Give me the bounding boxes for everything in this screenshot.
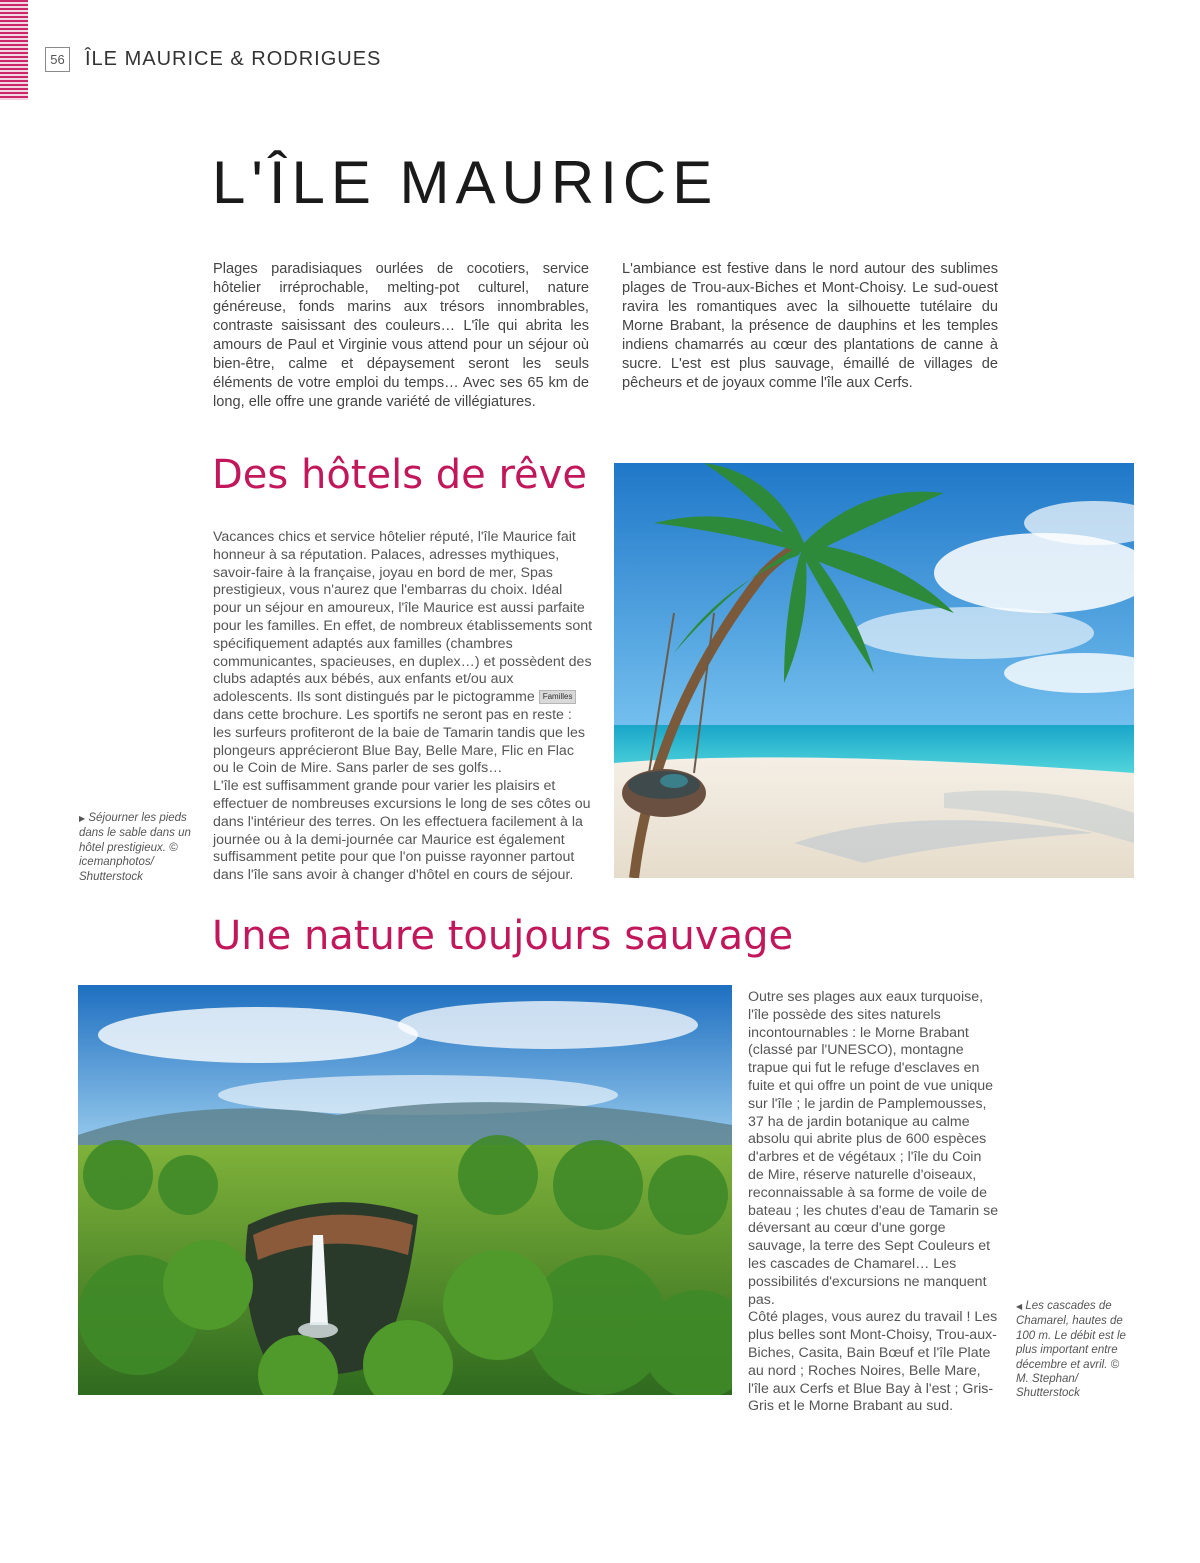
beach-caption-text: Séjourner les pieds dans le sable dans un hôtel prestigieux. © icemanphotos/ Shutterstock: [79, 812, 191, 883]
arrow-right-icon: ▶: [79, 814, 86, 823]
page-title: L'ÎLE MAURICE: [212, 149, 719, 216]
chamarel-waterfall-photo: [78, 985, 732, 1395]
beach-illustration: [614, 463, 1134, 878]
hotels-text-part-2: dans cette brochure. Les sportifs ne seront pas en reste : les surfeurs profiteront de la baie de Tamarin tandis que les plongeurs apprécieront Blue Bay, Belle Mare, Flic en Flac ou le Coin de Mire. Sans parler de ses golfs…: [213, 706, 585, 777]
familles-pictogram: Familles: [539, 690, 577, 704]
beach-hammock-photo: [614, 463, 1134, 878]
section-title: ÎLE MAURICE & RODRIGUES: [85, 48, 382, 70]
waterfall-illustration: [78, 985, 732, 1395]
intro-paragraph-left: Plages paradisiaques ourlées de cocotiers, service hôtelier irréprochable, melting-pot culturel, nature généreuse, fonds marins aux trésors innombrables, contraste saisissant des couleurs… L'île qui abrita les amours de Paul et Virginie vous attend pour un séjour où bien-être, calme et dépaysement seront les seuls éléments de votre emploi du temps… Avec ses 65 km de long, elle offre une grande variété de villégiatures.: [213, 261, 589, 410]
nature-text: [748, 989, 1000, 1416]
hotels-text: [213, 529, 593, 885]
hotels-paragraph-1: [213, 529, 593, 778]
hotels-heading: Des hôtels de rêve: [212, 452, 587, 498]
hotels-paragraph-2: L'île est suffisamment grande pour varier les plaisirs et effectuer de nombreuses excursions le long de ses côtes ou dans l'intérieur des terres. On les effectuera facilement à la journée ou à la demi-journée car Maurice est également suffisamment petite pour que l'on puisse rayonner partout dans l'île sans avoir à changer d'hôtel en cours de séjour.: [213, 778, 591, 884]
nature-paragraph-1: Outre ses plages aux eaux turquoise, l'île possède des sites naturels incontournables : le Morne Brabant (classé par l'UNESCO), montagne trapue qui fut le refuge d'esclaves en fuite et qui offre un point de vue unique sur l'île ; le jardin de Pamplemousses, 37 ha de jardin botanique au calme absolu qui abrite plus de 600 espèces d'arbres et de végétaux ; l'île du Coin de Mire, réserve naturelle d'oiseaux, reconnaissable à sa forme de voile de bateau ; les chutes d'eau de Tamarin se déversant au cœur d'une gorge sauvage, la terre des Sept Couleurs et les cascades de Chamarel… Les possibilités d'excursions ne manquent pas.: [748, 989, 999, 1308]
hotels-text-part-1: Vacances chics et service hôtelier réputé, l'île Maurice fait honneur à sa réputation. Palaces, adresses mythiques, savoir-faire à la française, joyau en bord de mer, Spas prestigieux, vous n'aurez que l'embarras du choix. Idéal pour un séjour en amoureux, l'île Maurice est aussi parfaite pour les familles. En effet, de nombreux établissements sont spécifiquement adaptés aux familles (chambres communicantes, spacieuses, en duplex…) et possèdent des clubs adaptés aux bébés, aux enfants et/ou aux adolescents. Ils sont distingués par le pictogramme: [213, 529, 593, 706]
nature-paragraph-2: Côté plages, vous aurez du travail ! Les plus belles sont Mont-Choisy, Trou-aux-Biches, Casita, Bain Bœuf et l'île Plate au nord ; Roches Noires, Belle Mare, l'île aux Cerfs et Blue Bay à l'est ; Gris-Gris et le Morne Brabant au sud.: [748, 1309, 998, 1415]
waterfall-caption-text: Les cascades de Chamarel, hautes de 100 m. Le débit est le plus important entre décembre et avril. © M. Stephan/ Shutterstock: [1016, 1300, 1126, 1400]
waterfall-photo-caption: [1016, 1299, 1126, 1401]
intro-paragraph-right: L'ambiance est festive dans le nord autour des sublimes plages de Trou-aux-Biches et Mont-Choisy. Le sud-ouest ravira les romantiques avec la silhouette tutélaire du Morne Brabant, la présence de dauphins et les temples indiens chamarrés au cœur des plantations de canne à sucre. L'est est plus sauvage, émaillé de villages de pêcheurs et de joyaux comme l'île aux Cerfs.: [622, 261, 998, 391]
page-number: 56: [45, 47, 70, 72]
decorative-stripes: [0, 0, 28, 100]
beach-photo-caption: [79, 811, 199, 884]
arrow-left-icon: ◀: [1016, 1302, 1023, 1311]
nature-heading: Une nature toujours sauvage: [212, 913, 794, 959]
